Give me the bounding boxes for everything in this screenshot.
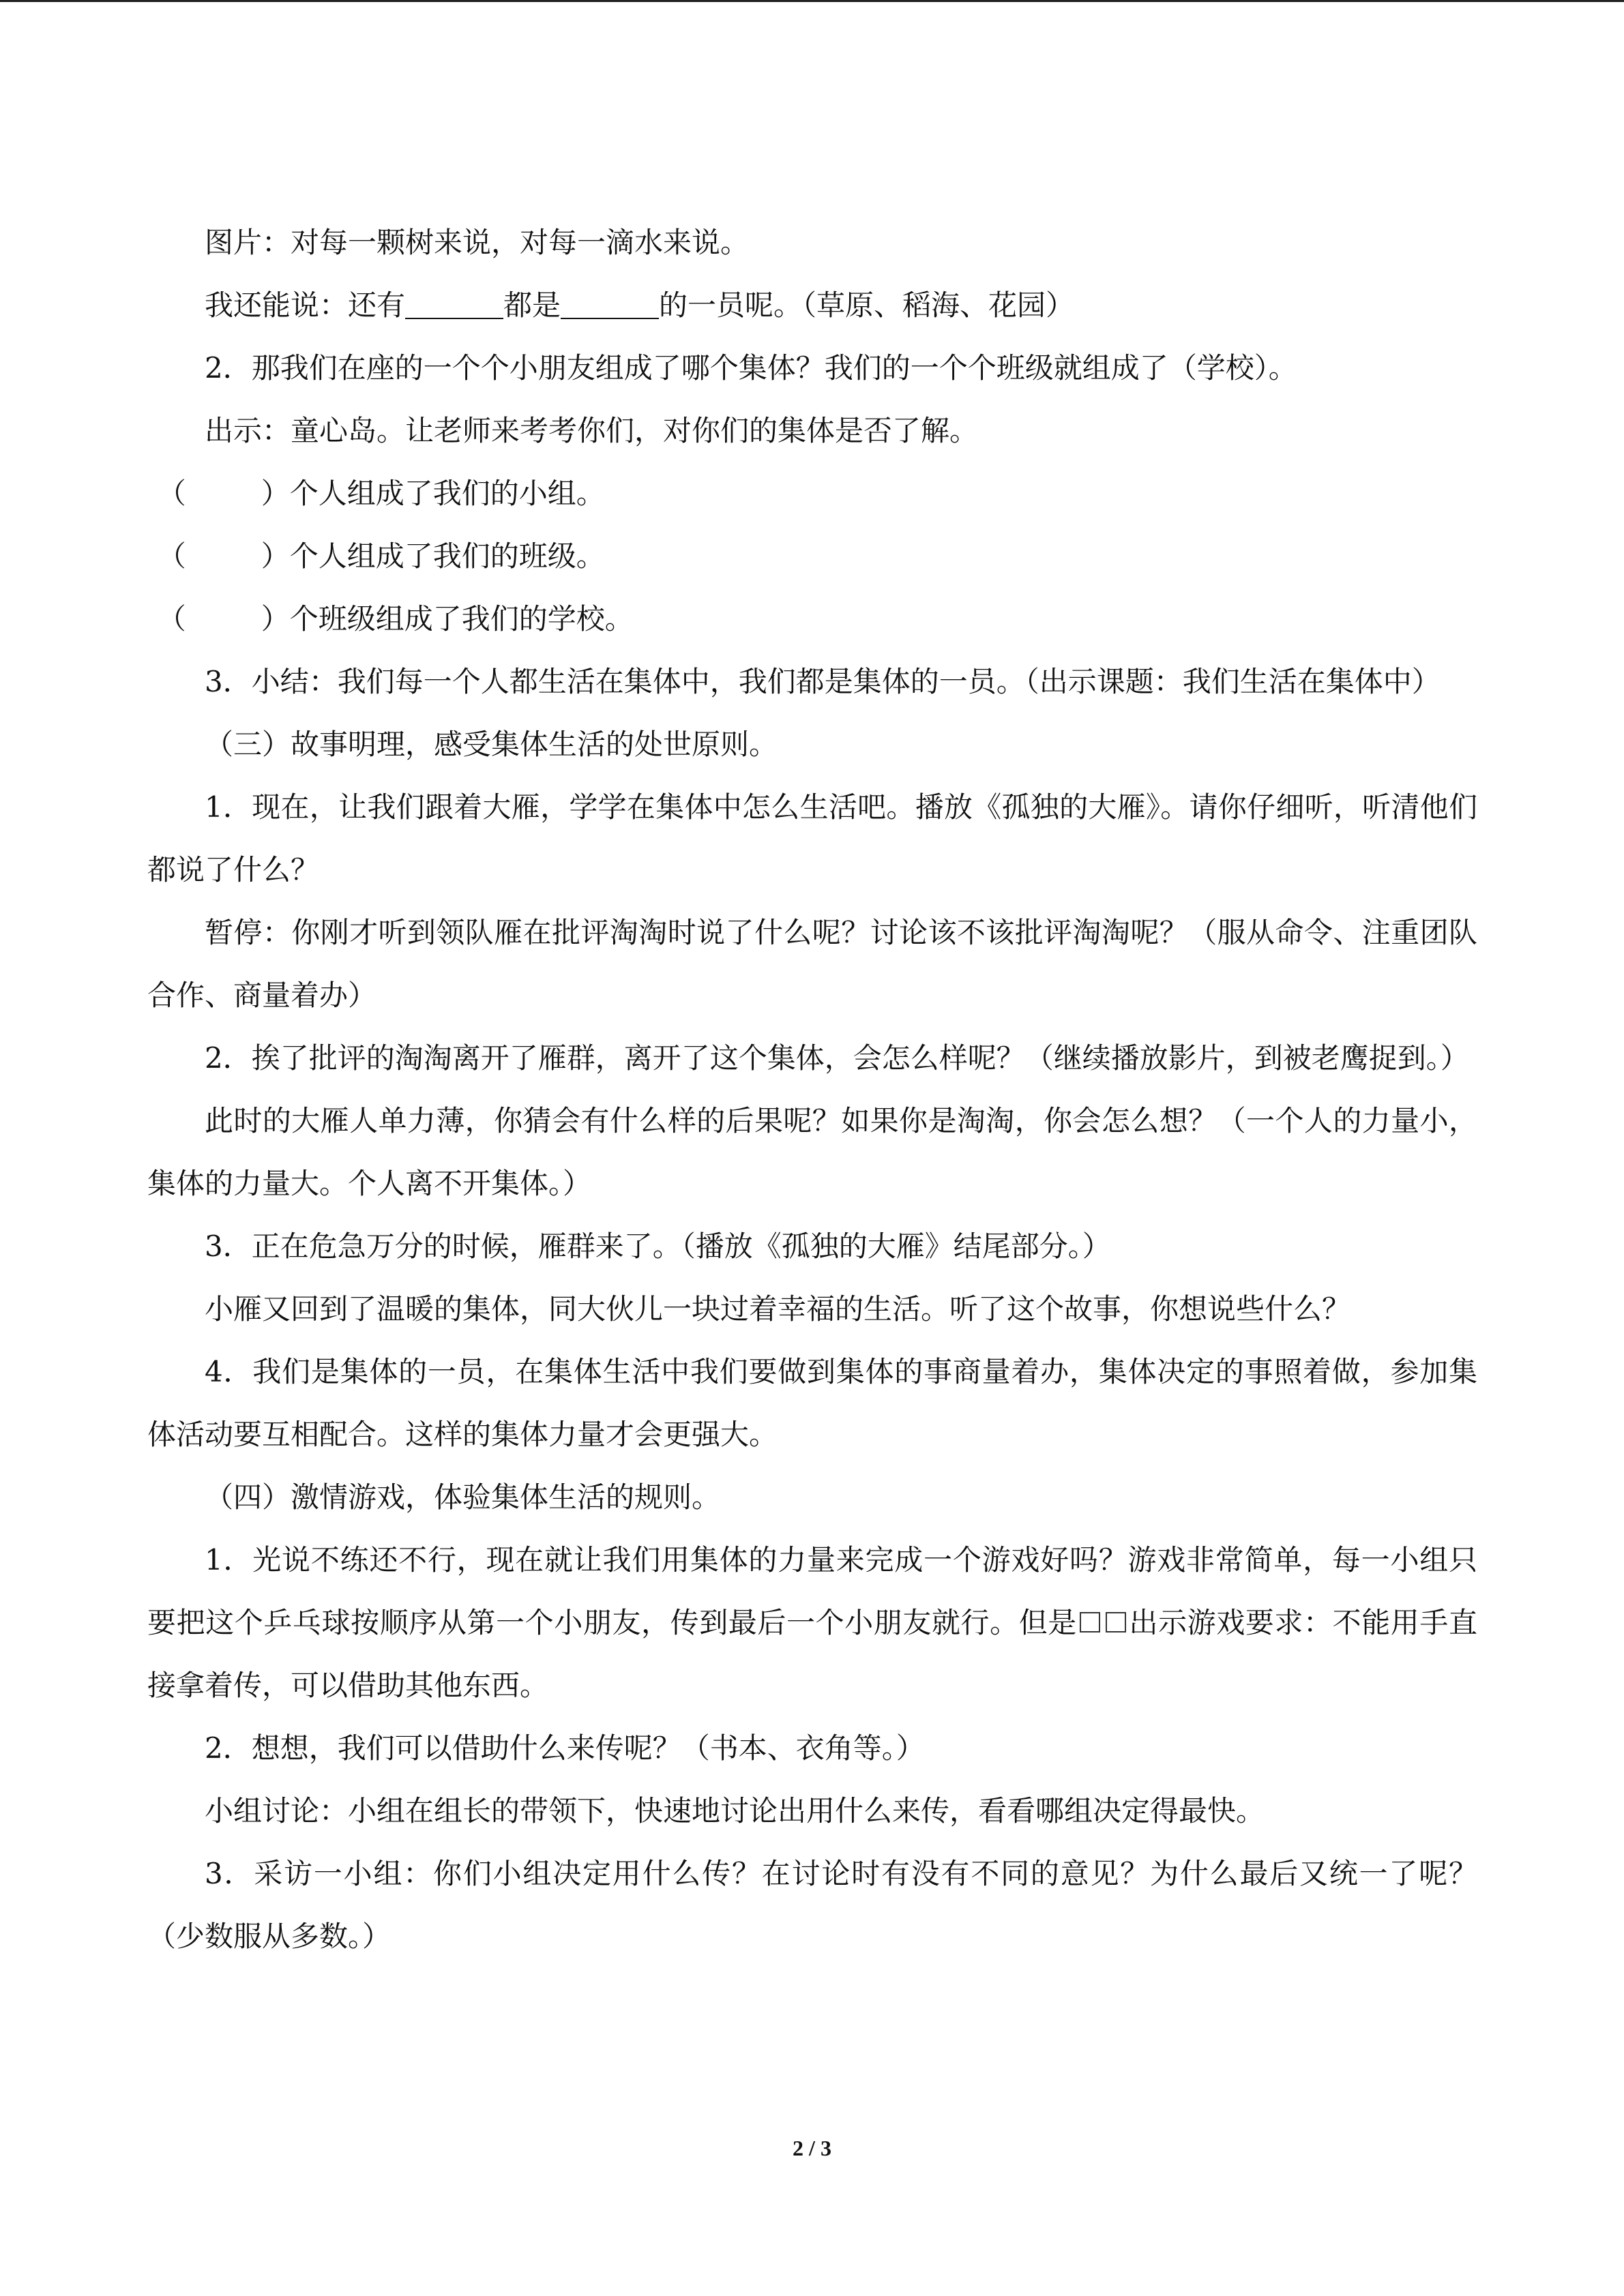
paragraph-game-1: 1．光说不练还不行，现在就让我们用集体的力量来完成一个游戏好吗？游戏非常简单，每一小组只要把这个乒乓球按顺序从第一个小朋友，传到最后一个小朋友就行。但是 出示游戏要求：不能用手直接拿着传，可以借助其他东西。: [147, 1543, 1477, 1702]
paragraph-bracket-group: （ ）个人组成了我们的小组。: [157, 477, 605, 510]
fill-blank-2: [561, 289, 659, 319]
paragraph-fill-in: 我还能说：还有 都是 的一员呢。（草原、稻海、花园）: [205, 288, 1075, 322]
placeholder-box-icon: [1080, 1612, 1100, 1632]
paragraph-bracket-school: （ ）个班级组成了我们的学校。: [157, 602, 634, 636]
placeholder-box-icon: [1106, 1612, 1126, 1632]
paragraph-summary: 3．小结：我们每一个人都生活在集体中，我们都是集体的一员。（出示课题：我们生活在集体中）: [205, 665, 1441, 698]
paragraph-story-1: 1．现在，让我们跟着大雁，学学在集体中怎么生活吧。播放《孤独的大雁》。请你仔细听，听清他们都说了什么？: [147, 790, 1477, 886]
paragraph-pause: 暂停：你刚才听到领队雁在批评淘淘时说了什么呢？讨论该不该批评淘淘呢？（服从命令、注重团队合作、商量着办）: [147, 916, 1477, 1012]
paragraph-bracket-class: （ ）个人组成了我们的班级。: [157, 539, 605, 573]
paragraph-return: 小雁又回到了温暖的集体，同大伙儿一块过着幸福的生活。听了这个故事，你想说些什么？: [205, 1292, 1351, 1326]
paragraph-story-2: 2．挨了批评的淘淘离开了雁群，离开了这个集体，会怎么样呢？（继续播放影片，到被老鹰捉到。）: [205, 1041, 1469, 1075]
paragraph-discussion: 小组讨论：小组在组长的带领下，快速地讨论出用什么来传，看看哪组决定得最快。: [205, 1794, 1265, 1828]
document-body: [147, 211, 1477, 1968]
paragraph-story-3: 3．正在危急万分的时候，雁群来了。（播放《孤独的大雁》结尾部分。）: [205, 1229, 1111, 1263]
paragraph-step-2: 2．那我们在座的一个个小朋友组成了哪个集体？我们的一个个班级就组成了（学校）。: [205, 351, 1297, 385]
paragraph-interview: 3．采访一小组：你们小组决定用什么传？在讨论时有没有不同的意见？为什么最后又统一了呢？（少数服从多数。）: [147, 1857, 1477, 1953]
paragraph-game-2: 2．想想，我们可以借助什么来传呢？（书本、衣角等。）: [205, 1731, 925, 1765]
page-number: 2 / 3: [793, 2136, 831, 2160]
top-border-line: [0, 0, 1624, 2]
paragraph-picture: 图片：对每一颗树来说，对每一滴水来说。: [205, 226, 750, 259]
paragraph-consequence: 此时的大雁人单力薄，你猜会有什么样的后果呢？如果你是淘淘，你会怎么想？（一个人的力量小，集体的力量大。个人离不开集体。）: [147, 1104, 1477, 1200]
section-heading-3: （三）故事明理，感受集体生活的处世原则。: [205, 728, 778, 761]
fill-blank-1: [405, 289, 503, 319]
paragraph-show: 出示：童心岛。让老师来考考你们，对你们的集体是否了解。: [205, 414, 979, 447]
paragraph-story-4: 4．我们是集体的一员，在集体生活中我们要做到集体的事商量着办，集体决定的事照着做，参加集体活动要互相配合。这样的集体力量才会更强大。: [147, 1355, 1477, 1451]
section-heading-4: （四）激情游戏，体验集体生活的规则。: [205, 1480, 721, 1514]
